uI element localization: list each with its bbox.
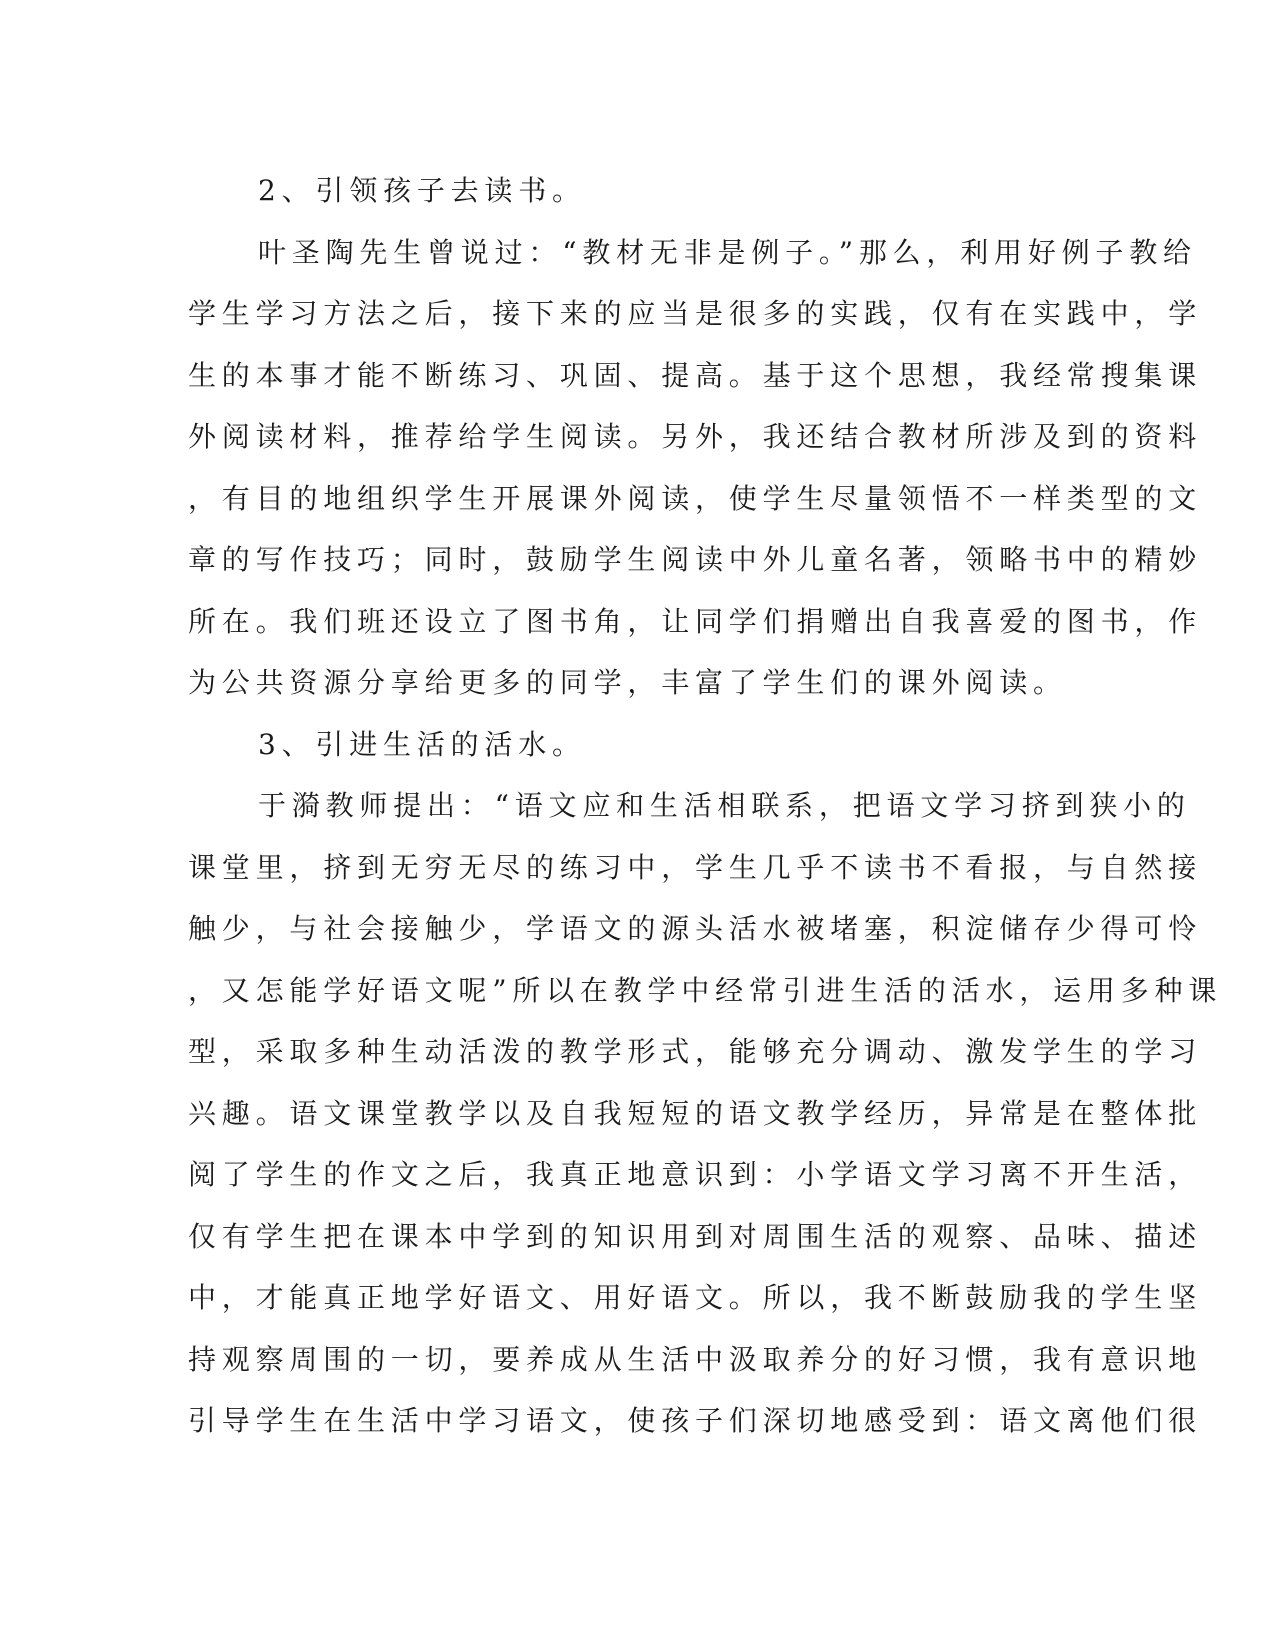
- paragraph-line: 型，采取多种生动活泼的教学形式，能够充分调动、激发学生的学习: [188, 1035, 1203, 1068]
- paragraph-line: 引导学生在生活中学习语文，使孩子们深切地感受到：语文离他们很: [188, 1404, 1203, 1437]
- paragraph-line: 仅有学生把在课本中学到的知识用到对周围生活的观察、品味、描述: [188, 1219, 1203, 1253]
- paragraph-line: 于漪教师提出：“语文应和生活相联系，把语文学习挤到狭小的: [258, 789, 1191, 822]
- paragraph-line: 持观察周围的一切，要养成从生活中汲取养分的好习惯，我有意识地: [188, 1342, 1203, 1376]
- paragraph-line: 阅了学生的作文之后，我真正地意识到：小学语文学习离不开生活，: [188, 1158, 1203, 1191]
- paragraph-line: 叶圣陶先生曾说过：“教材无非是例子。”那么，利用好例子教给: [258, 235, 1197, 269]
- heading-3: 3、引进生活的活水。: [258, 727, 586, 761]
- paragraph-line: 外阅读材料，推荐给学生阅读。另外，我还结合教材所涉及到的资料: [188, 420, 1203, 453]
- paragraph-line: ，又怎能学好语文呢”所以在教学中经常引进生活的活水，运用多种课: [188, 973, 1223, 1007]
- paragraph-line: 课堂里，挤到无穷无尽的练习中，学生几乎不读书不看报，与自然接: [188, 850, 1203, 884]
- paragraph-line: 所在。我们班还设立了图书角，让同学们捐赠出自我喜爱的图书，作: [188, 604, 1203, 638]
- heading-2: 2、引领孩子去读书。: [258, 174, 586, 207]
- paragraph-line: 中，才能真正地学好语文、用好语文。所以，我不断鼓励我的学生坚: [188, 1281, 1203, 1314]
- paragraph-line: 兴趣。语文课堂教学以及自我短短的语文教学经历，异常是在整体批: [188, 1096, 1203, 1130]
- paragraph-line: 生的本事才能不断练习、巩固、提高。基于这个思想，我经常搜集课: [188, 358, 1203, 392]
- paragraph-line: 章的写作技巧；同时，鼓励学生阅读中外儿童名著，领略书中的精妙: [188, 543, 1203, 576]
- paragraph-line: 触少，与社会接触少，学语文的源头活水被堵塞，积淀储存少得可怜: [188, 912, 1203, 945]
- paragraph-line: ，有目的地组织学生开展课外阅读，使学生尽量领悟不一样类型的文: [188, 481, 1203, 515]
- paragraph-line: 学生学习方法之后，接下来的应当是很多的实践，仅有在实践中，学: [188, 297, 1203, 330]
- paragraph-line: 为公共资源分享给更多的同学，丰富了学生们的课外阅读。: [188, 666, 1067, 699]
- document-body: [188, 160, 1223, 1452]
